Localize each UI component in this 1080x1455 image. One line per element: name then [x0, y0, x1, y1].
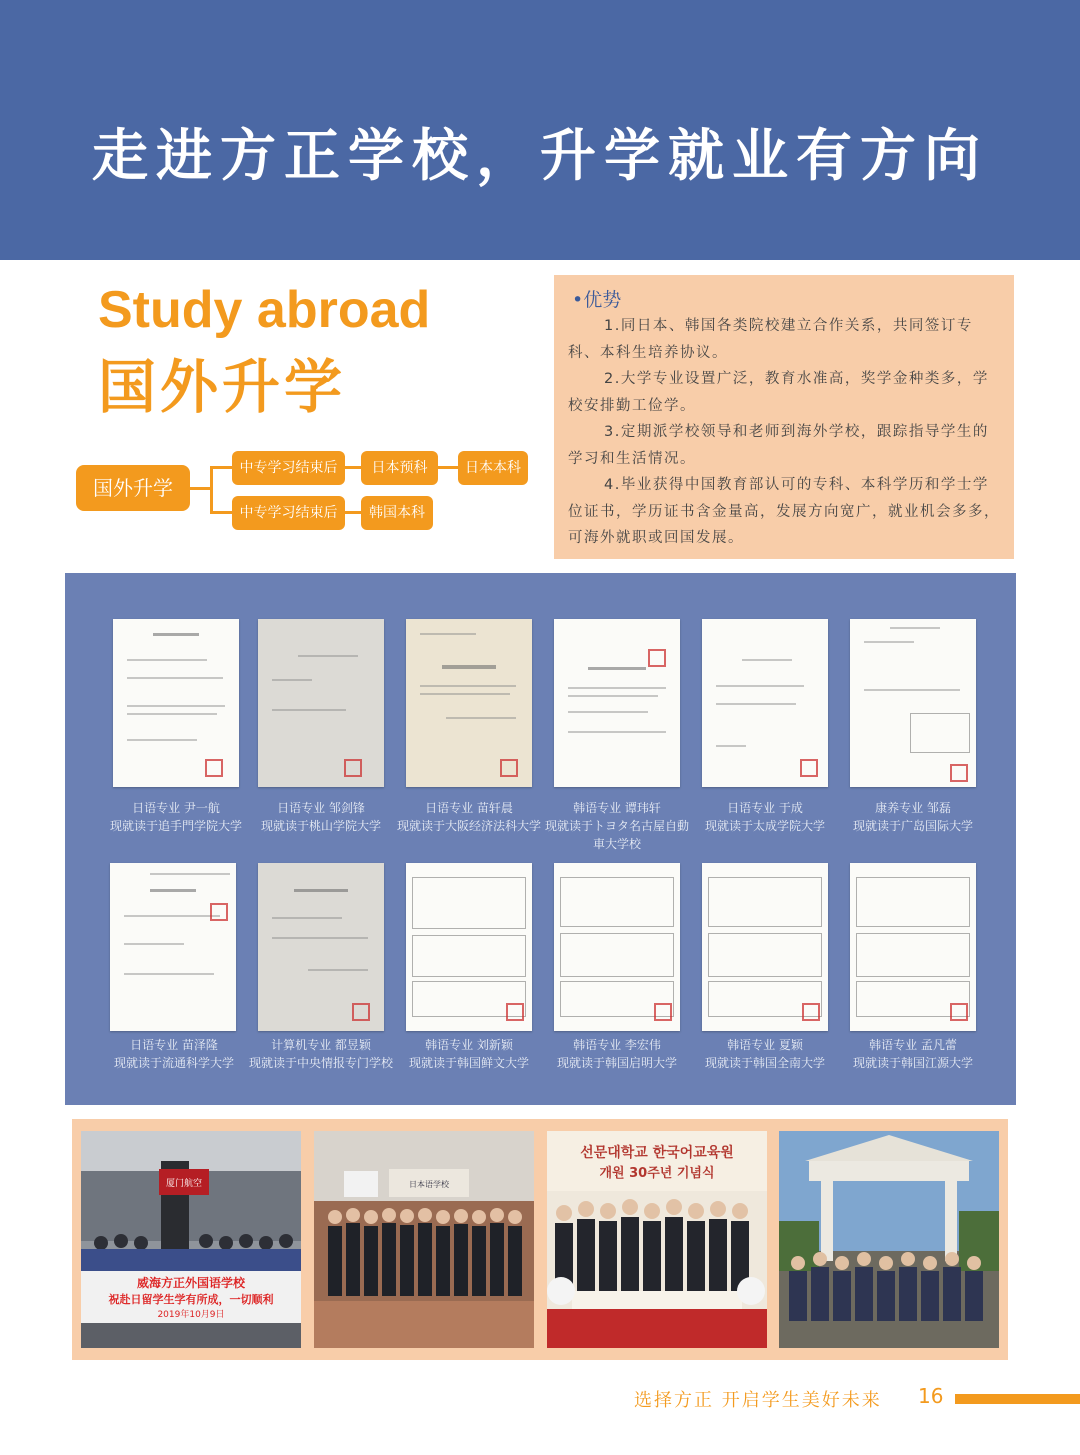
footer-accent-bar — [955, 1394, 1080, 1404]
certificate-image — [258, 619, 384, 787]
certificate-image — [850, 619, 976, 787]
certificate-image — [554, 863, 680, 1031]
flow-connector — [210, 467, 213, 513]
student-caption: 日语专业 尹一航 现就读于追手門学院大学 — [109, 801, 242, 833]
page-number: 16 — [918, 1384, 944, 1408]
student-caption: 韩语专业 李宏伟 现就读于韩国启明大学 — [556, 1038, 677, 1070]
header-band — [0, 0, 1080, 260]
student-caption: 日语专业 苗轩晨 现就读于大阪经济法科大学 — [396, 801, 541, 833]
ceremony-banner: 개원 30주년 기념식 — [599, 1166, 715, 1181]
student-caption: 韩语专业 谭玮轩 现就读于トヨタ名古屋自動車大学校 — [544, 801, 689, 851]
flow-connector — [438, 466, 458, 469]
flow-step: 韩国本科 — [361, 496, 433, 530]
advantages-panel — [554, 275, 1014, 559]
photo-strip — [72, 1119, 1008, 1360]
flow-connector — [210, 466, 232, 469]
student-caption: 康养专业 邹磊 现就读于广岛国际大学 — [852, 801, 973, 833]
certificate-image — [850, 863, 976, 1031]
student-caption: 韩语专业 夏颖 现就读于韩国全南大学 — [704, 1038, 825, 1070]
student-caption: 韩语专业 孟凡蕾 现就读于韩国江源大学 — [852, 1038, 973, 1070]
certificate-image — [702, 619, 828, 787]
certificate-image — [258, 863, 384, 1031]
advantage-item: 2.大学专业设置广泛，教育水准高，奖学金种类多，学校安排勤工俭学。 — [568, 371, 989, 414]
advantage-item: 3.定期派学校领导和老师到海外学校，跟踪指导学生的学习和生活情况。 — [568, 424, 989, 467]
students-group-photo — [779, 1131, 999, 1348]
ceremony-banner: 선문대학교 한국어교육원 — [580, 1145, 734, 1161]
flow-connector — [345, 466, 361, 469]
section-title-cn: 国外升学 — [98, 353, 347, 421]
airport-sendoff-photo — [81, 1131, 301, 1348]
advantage-item: 4.毕业获得中国教育部认可的专科、本科学历和学士学位证书，学历证书含金量高，发展方向宽广，就业机会多多，可海外就职或回国发展。 — [568, 477, 1000, 546]
flow-connector — [345, 511, 361, 514]
banner-line: 祝赴日留学生学有所成，一切顺利 — [108, 1293, 274, 1306]
student-caption: 计算机专业 都昱颖 现就读于中央情报专门学校 — [248, 1038, 393, 1070]
certificate-image — [406, 619, 532, 787]
flow-step: 中专学习结束后 — [232, 496, 345, 530]
flow-connector — [210, 511, 232, 514]
certificate-image — [554, 619, 680, 787]
flow-step: 中专学习结束后 — [232, 451, 345, 485]
student-caption: 日语专业 苗泽隆 现就读于流通科学大学 — [113, 1038, 234, 1070]
anniversary-ceremony-photo — [547, 1131, 767, 1348]
advantage-item: 1.同日本、韩国各类院校建立合作关系，共同签订专科、本科生培养协议。 — [568, 318, 973, 361]
admission-certificates-panel — [65, 573, 1016, 1105]
flow-step: 日本预科 — [361, 451, 438, 485]
flow-root: 国外升学 — [76, 465, 190, 511]
advantages-heading: •优势 — [572, 289, 622, 311]
advantages-list — [568, 313, 1002, 552]
certificate-image — [110, 863, 236, 1031]
flow-step: 日本本科 — [458, 451, 528, 485]
section-title-en: Study abroad — [98, 281, 431, 339]
student-caption: 韩语专业 刘新颖 现就读于韩国鲜文大学 — [408, 1038, 529, 1070]
certificate-image — [702, 863, 828, 1031]
airport-sign: 厦门航空 — [165, 1179, 203, 1189]
student-caption: 日语专业 于成 现就读于太成学院大学 — [704, 801, 825, 833]
page-title: 走进方正学校，升学就业有方向 — [92, 124, 988, 189]
flow-connector — [190, 487, 212, 490]
footer-slogan: 选择方正 开启学生美好未来 — [634, 1390, 882, 1411]
banner-line: 威海方正外国语学校 — [136, 1276, 246, 1290]
certificate-image — [113, 619, 239, 787]
banner-line: 2019年10月9日 — [157, 1310, 225, 1320]
meeting-sign: 日本语学校 — [409, 1180, 449, 1189]
student-caption: 日语专业 邹剑锋 现就读于桃山学院大学 — [260, 801, 381, 833]
certificate-image — [406, 863, 532, 1031]
group-meeting-photo — [314, 1131, 534, 1348]
